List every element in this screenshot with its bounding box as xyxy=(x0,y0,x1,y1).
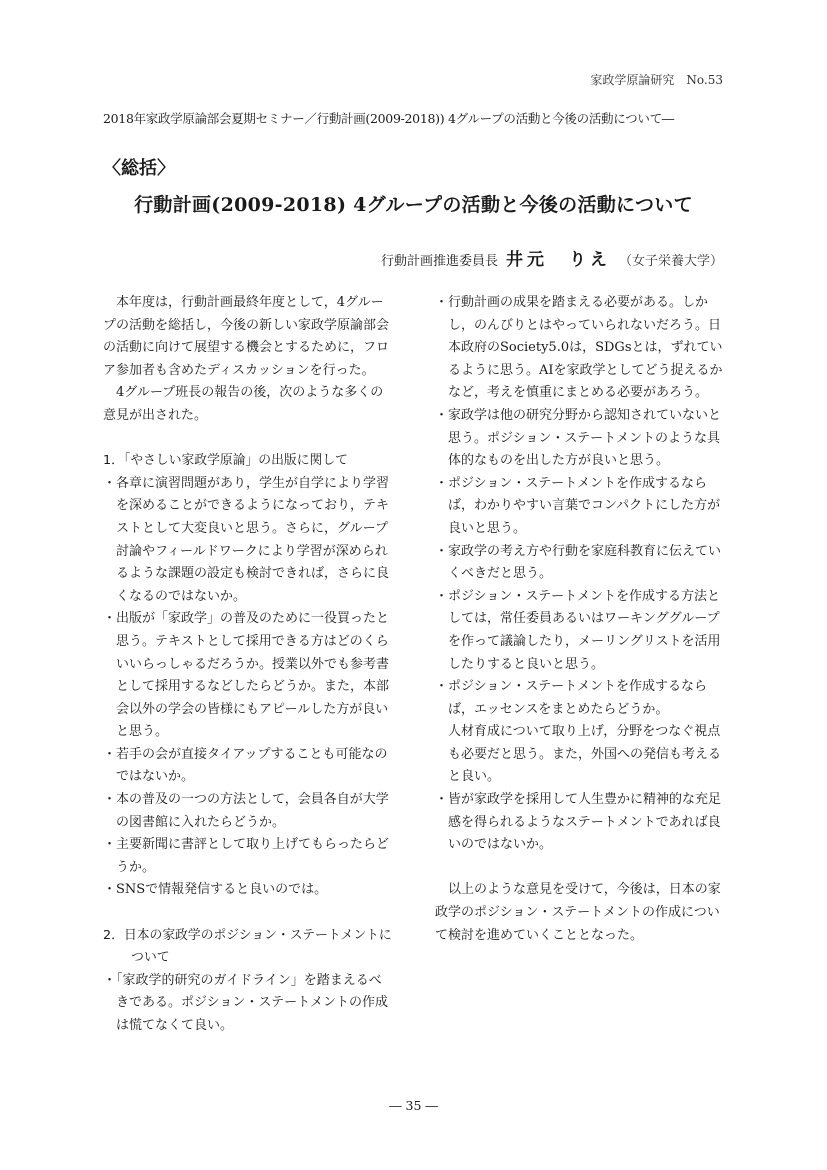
list-item: ・家政学の考え方や行動を家庭科教育に伝えていくべきだと思う。 xyxy=(435,543,722,582)
author-role: 行動計画推進委員長 xyxy=(380,254,498,269)
article-title: 行動計画(2009-2018) 4グループの活動と今後の活動について xyxy=(134,194,693,216)
right-column xyxy=(435,292,725,947)
list-item: ・「家政学的研究のガイドライン」を踏まえるべきである。ポジション・ステートメントの作成は慌てなくて良い。 xyxy=(103,972,389,1033)
list-item: ・行動計画の成果を踏まえる必要がある。しかし，のんびりとはやっていられないだろう。日本政府のSociety5.0は，SDGsとは，ずれているように思う。AIを家政学としてどう捉えるかなど，考えを慎重にまとめる必要があろう。 xyxy=(435,295,723,401)
page-number: ― 35 ― xyxy=(389,1098,438,1113)
section-tag: 〈総括〉 xyxy=(103,158,175,179)
list-item: ・家政学は他の研究分野から認知されていないと思う。ポジション・ステートメントのような具体的なものを出した方が良いと思う。 xyxy=(435,407,722,469)
series-title: 2018年家政学原論部会夏期セミナー／行動計画(2009-2018)) 4グループの活動と今後の活動について― xyxy=(103,111,674,126)
opinion-list xyxy=(435,292,725,721)
section-1-list xyxy=(103,473,393,902)
list-item: ・ポジション・ステートメントを作成する方法としては，常任委員あるいはワーキンググループを作って議論したり，メーリングリストを活用したりすると良いと思う。 xyxy=(435,588,721,672)
list-item: ・SNSで情報発信すると良いのでは。 xyxy=(103,882,328,898)
byline xyxy=(381,245,723,270)
list-item: ・各章に演習問題があり，学生が自学により学習を深めることができるようになっており，テキストとして大変良いと思う。さらに，グループ討論やフィールドワークにより学習が深められるような課題の設定も検討できれば，さらに良くなるのではないか。 xyxy=(103,475,390,604)
list-item: ・若手の会が直接タイアップすることも可能なのではないか。 xyxy=(103,746,388,785)
author-name: 井元 りえ xyxy=(505,250,611,270)
list-item: ・出版が「家政学」の普及のために一役買ったと思う。テキストとして採用できる方はどのくらいいらっしゃるだろうか。授業以外でも参考書として採用するなどしたらどうか。また，本部会以外の学会の皆様にもアピールした方が良いと思う。 xyxy=(103,611,390,740)
left-column xyxy=(103,292,393,1038)
section-2-list xyxy=(103,970,393,1038)
list-item: ・本の普及の一つの方法として，会員各自が大学の図書館に入れたらどうか。 xyxy=(103,792,389,830)
journal-header: 家政学原論研究 No.53 xyxy=(590,73,723,87)
list-item: ・主要新聞に書評として取り上げてもらったらどうか。 xyxy=(103,837,390,875)
spacer xyxy=(435,857,725,880)
section-2-heading: 2．日本の家政学のポジション・ステートメントについて xyxy=(103,927,392,966)
list-item: ・ポジション・ステートメントを作成するならば，エッセンスをまとめたらどうか。 xyxy=(435,679,708,717)
intro-paragraph-1: 本年度は，行動計画最終年度として，4グループの活動を総括し，今後の新しい家政学原論部会の活動に向けて展望する機会とするために，フロア参加者も含めたディスカッションを行った。 xyxy=(103,295,390,378)
section-1-heading: 1．「やさしい家政学原論」の出版に関して xyxy=(103,453,348,469)
intro-paragraph-2: 4グループ班長の報告の後，次のような多くの意見が出された。 xyxy=(103,385,384,423)
list-item-continuation: 人材育成について取り上げ，分野をつなぐ視点も必要だと思う。また，外国への発信も考えると良い。 xyxy=(448,724,722,785)
author-affiliation: （女子栄養大学） xyxy=(618,254,723,269)
opinion-list-end xyxy=(435,789,725,857)
list-item: ・ポジション・ステートメントを作成するならば，わかりやすい言葉でコンパクトにした方が良いと思う。 xyxy=(435,475,721,536)
conclusion-paragraph: 以上のような意見を受けて，今後は，日本の家政学のポジション・ステートメントの作成について検討を進めていくこととなった。 xyxy=(435,882,721,943)
list-item: ・皆が家政学を採用して人生豊かに精神的な充足感を得られるようなステートメントであれば良いのではないか。 xyxy=(435,792,722,853)
